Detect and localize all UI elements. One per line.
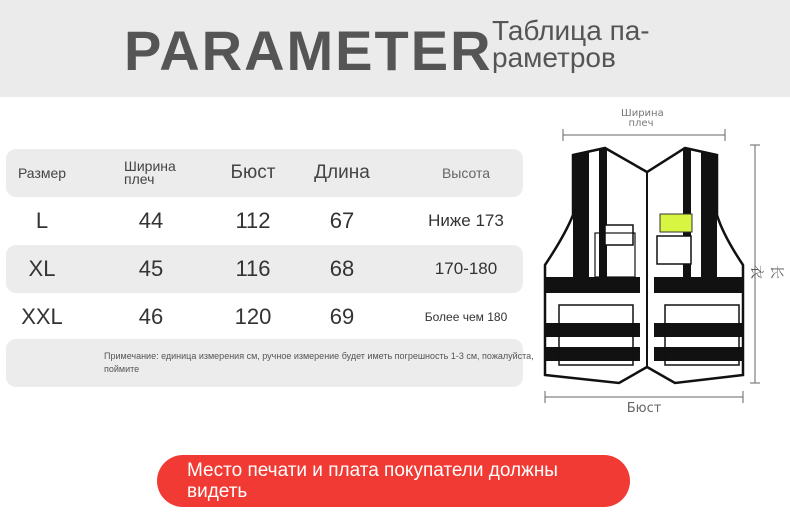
header-band <box>0 0 790 97</box>
cell-bust: 120 <box>234 304 272 329</box>
cell-shoulder: 45 <box>138 256 164 281</box>
column-header-length: Длина <box>314 162 370 183</box>
column-header-shoulder: Ширина плеч <box>124 158 176 187</box>
cell-bust: 116 <box>235 256 271 281</box>
cell-height: Ниже 173 <box>428 211 504 230</box>
cell-length: 69 <box>329 304 355 329</box>
cell-bust: 112 <box>235 208 271 233</box>
cell-shoulder: 46 <box>138 304 164 329</box>
cell-size: L <box>35 208 49 233</box>
table-row <box>6 245 523 293</box>
column-header-height: Высота <box>441 165 491 181</box>
cell-height: Более чем 180 <box>424 310 508 324</box>
cell-shoulder: 44 <box>138 208 164 233</box>
banner-text: Место печати и плата покупатели должны видеть <box>187 460 558 502</box>
cell-length: 68 <box>329 256 355 281</box>
note-text: Примечание: единица измерения см, ручное измерение будет иметь погрешность 1-3 см, пожалуйста, поймите <box>104 351 534 374</box>
page-subtitle: Таблица па-раметров <box>492 15 650 73</box>
table-row <box>6 293 523 341</box>
table-header-row <box>6 149 523 197</box>
bust-label: Бюст <box>626 401 662 416</box>
id-badge <box>660 214 692 232</box>
cell-height: 170-180 <box>434 259 498 278</box>
cell-size: XL <box>28 256 56 281</box>
length-label: 长衣 <box>748 265 784 279</box>
shoulder-label: Ширина плеч <box>621 108 664 129</box>
cell-length: 67 <box>329 208 355 233</box>
measurement-note <box>6 339 534 387</box>
column-header-size: Размер <box>17 165 67 181</box>
vest-diagram <box>535 105 785 425</box>
cell-size: XXL <box>21 304 63 329</box>
table-row <box>6 197 523 245</box>
notice-banner <box>157 455 630 507</box>
column-header-bust: Бюст <box>230 162 276 183</box>
page-title: PARAMETER <box>124 19 493 82</box>
